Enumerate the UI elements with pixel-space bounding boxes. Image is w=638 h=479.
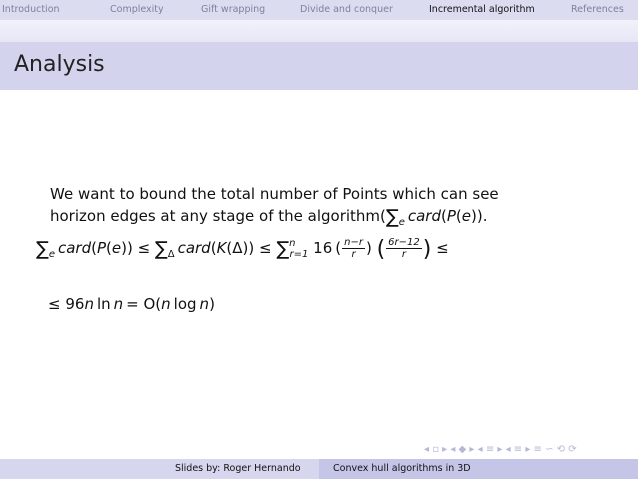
- log-word: log: [173, 295, 197, 313]
- binomial-1-bottom: r: [351, 249, 356, 260]
- n-var: n: [199, 295, 210, 313]
- binomial-2-bottom: r: [401, 249, 406, 260]
- frame-title: Analysis: [14, 52, 105, 77]
- sum-symbol: ∑: [385, 206, 399, 228]
- nav-tab-introduction[interactable]: Introduction: [2, 4, 60, 15]
- close-paren: ): [209, 295, 215, 313]
- body-line-4: [48, 293, 215, 315]
- beamer-navigation-symbols[interactable]: ◂ ▫ ▸ ◂ ◆ ▸ ◂ ≡ ▸ ◂ ≡ ▸ ≡ ∽ ⟲ ⟳: [424, 444, 577, 455]
- sum-subscript-delta: Δ: [167, 249, 175, 260]
- sum-superscript-n: n: [289, 238, 296, 249]
- sum-subscript-e: e: [398, 217, 405, 228]
- sum-symbol: ∑: [154, 238, 168, 260]
- sum-subscript-r: r=1: [289, 249, 309, 260]
- delta-symbol: Δ: [232, 239, 243, 257]
- nav-tab-gift-wrapping[interactable]: Gift wrapping: [201, 4, 266, 15]
- footer-author: Slides by: Roger Hernando: [175, 463, 301, 474]
- ln-word: ln: [96, 295, 111, 313]
- nav-tab-references[interactable]: References: [571, 4, 624, 15]
- equals-big-o: = O(: [126, 295, 162, 313]
- footer-title: Convex hull algorithms in 3D: [333, 463, 471, 474]
- footer-right: [319, 459, 638, 479]
- card-word: card: [177, 239, 211, 257]
- nav-tab-divide-and-conquer[interactable]: Divide and conquer: [300, 4, 393, 15]
- sum-symbol: ∑: [36, 238, 49, 260]
- section-navigation-bar: [0, 0, 638, 20]
- k-letter: K: [216, 239, 227, 257]
- binomial-2: [386, 237, 422, 260]
- line2-text: horizon edges at any stage of the algorithm(: [50, 207, 386, 225]
- n-var: n: [113, 295, 124, 313]
- sum-subscript-e: e: [48, 249, 55, 260]
- footer-bar: [0, 459, 638, 479]
- binomial-2-top: 6r−12: [388, 237, 420, 248]
- sum-symbol: ∑: [276, 238, 290, 260]
- coefficient-16: 16: [313, 239, 333, 257]
- body-line-2: horizon edges at any stage of the $algorithm(\sum_e$ card(P(e)).: [50, 206, 488, 228]
- body-line-1: We want to bound the total number of Points which can see: [50, 185, 499, 203]
- binomial-1: [342, 237, 365, 260]
- bound-prefix: ≤ 96: [48, 295, 85, 313]
- subsection-band: [0, 20, 638, 42]
- e-letter: e: [111, 239, 122, 257]
- nav-tab-complexity[interactable]: Complexity: [110, 4, 164, 15]
- card-word: card: [57, 239, 92, 257]
- n-var: n: [161, 295, 171, 313]
- n-var: n: [84, 295, 94, 313]
- nav-tab-incremental-algorithm[interactable]: Incremental algorithm: [429, 4, 535, 15]
- footer-left: [0, 459, 319, 479]
- frame-title-bar: [0, 42, 638, 90]
- card-word: card: [407, 207, 441, 225]
- p-letter: P: [96, 239, 107, 257]
- e-letter: e: [461, 207, 471, 225]
- p-letter: P: [446, 207, 456, 225]
- body-line-3-formula: $\sum_e$ card(P(e)) ≤ $\sum_\Delta$ card(K(Δ)) ≤ ∑$^n_{r=1}$ 16 ( $\frac{n-r}{r}$ ) ( $\frac{6r-12}{r}$ ) ≤: [36, 237, 449, 262]
- line2-close: )).: [470, 207, 488, 225]
- binomial-1-top: n−r: [344, 237, 363, 248]
